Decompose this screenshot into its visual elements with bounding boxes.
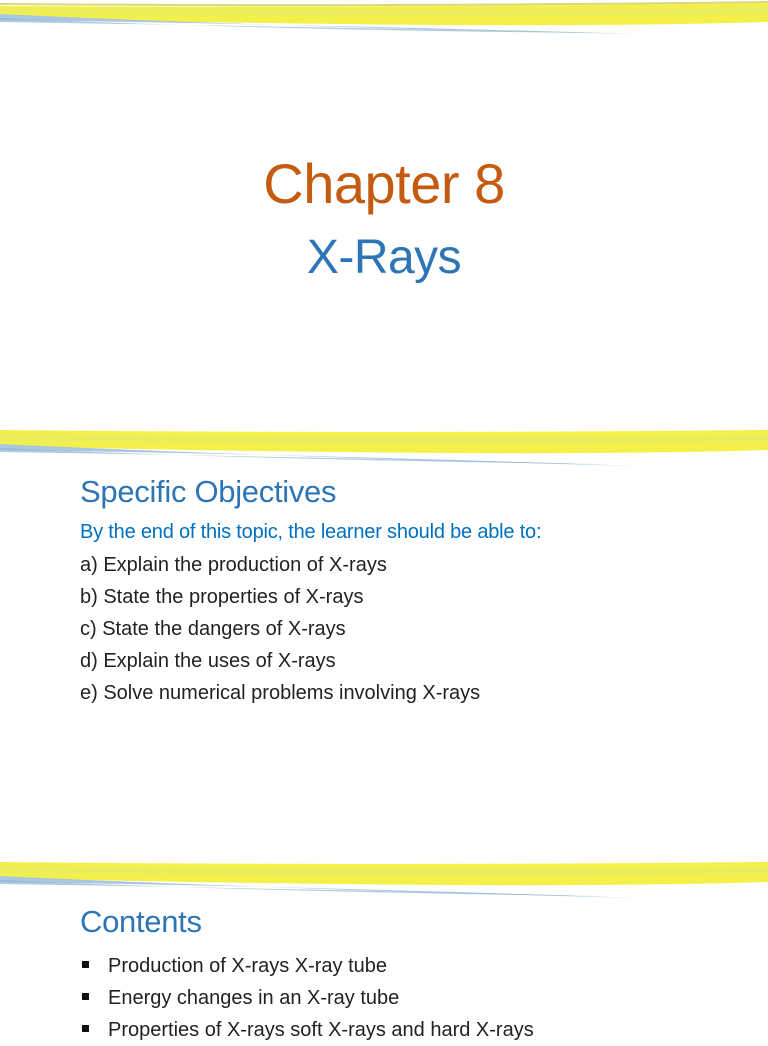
list-item: d) Explain the uses of X-rays — [80, 650, 336, 672]
list-item — [80, 1014, 534, 1046]
square-bullet-icon — [82, 1025, 89, 1032]
square-bullet-icon — [82, 961, 89, 968]
decorative-banner — [0, 862, 768, 902]
list-item — [80, 950, 534, 982]
objectives-intro: By the end of this topic, the learner should be able to: — [80, 521, 542, 543]
chapter-subtitle: X-Rays — [306, 231, 462, 284]
decorative-banner — [0, 0, 768, 40]
list-item-text: Properties of X-rays soft X-rays and hard X-rays — [108, 1019, 534, 1041]
section-heading: Contents — [80, 904, 202, 939]
list-item — [80, 982, 534, 1014]
objectives-list — [80, 549, 480, 709]
decorative-banner — [0, 430, 768, 470]
list-item: c) State the dangers of X-rays — [80, 618, 346, 640]
square-bullet-icon — [82, 993, 89, 1000]
objectives-slide — [0, 430, 768, 862]
list-item-text: Energy changes in an X-ray tube — [108, 987, 400, 1009]
title-slide — [0, 0, 768, 430]
list-item: b) State the properties of X-rays — [80, 586, 364, 608]
section-heading: Specific Objectives — [80, 474, 337, 509]
chapter-title: Chapter 8 — [263, 152, 505, 215]
contents-slide — [0, 862, 768, 1041]
list-item: e) Solve numerical problems involving X-rays — [80, 682, 481, 704]
list-item-text: Production of X-rays X-ray tube — [108, 955, 388, 977]
list-item: a) Explain the production of X-rays — [80, 554, 387, 576]
contents-list — [80, 950, 534, 1046]
